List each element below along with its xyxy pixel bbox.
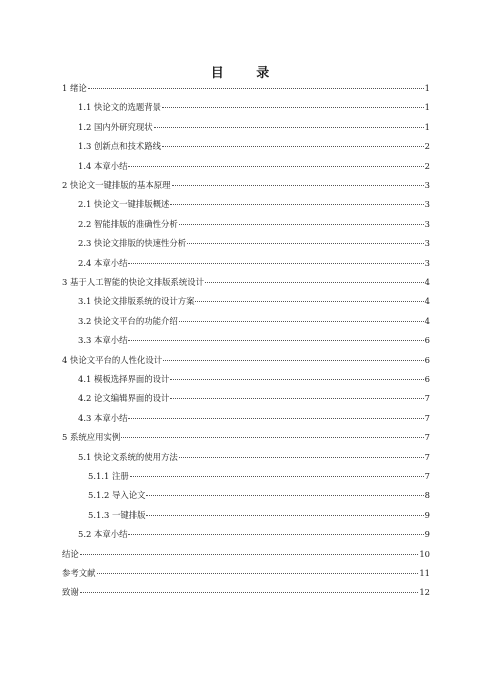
dot-leader bbox=[179, 321, 424, 322]
toc-entry[interactable] bbox=[62, 587, 430, 597]
toc-entry[interactable] bbox=[62, 219, 430, 229]
toc-entry-label: 5 系统应用实例 bbox=[62, 432, 121, 443]
toc-entry[interactable] bbox=[62, 102, 430, 112]
toc-entry-page: 1 bbox=[424, 121, 430, 132]
dot-leader bbox=[154, 127, 424, 128]
toc-entry-label: 2.3 快论文排版的快速性分析 bbox=[78, 238, 187, 249]
toc-entry-label: 3.2 快论文平台的功能介绍 bbox=[78, 315, 178, 326]
toc-entry-page: 9 bbox=[424, 509, 430, 520]
toc-entry-label: 5.1 快论文系统的使用方法 bbox=[78, 451, 178, 462]
dot-leader bbox=[121, 437, 423, 438]
toc-entry-page: 2 bbox=[424, 160, 430, 171]
dot-leader bbox=[187, 243, 424, 244]
toc-entry-label: 3 基于人工智能的快论文排版系统设计 bbox=[62, 277, 204, 287]
toc-entry-label: 致谢 bbox=[62, 587, 79, 598]
toc-entry[interactable] bbox=[62, 141, 430, 151]
toc-entry-page: 7 bbox=[424, 471, 430, 481]
toc-entry-label: 1.1 快论文的选题背景 bbox=[78, 102, 161, 113]
dot-leader bbox=[130, 476, 424, 477]
toc-entry[interactable] bbox=[62, 180, 430, 190]
toc-entry[interactable] bbox=[62, 238, 430, 248]
toc-entry-page: 12 bbox=[419, 587, 430, 598]
dot-leader bbox=[80, 554, 419, 555]
toc-entry-page: 7 bbox=[424, 412, 430, 423]
toc-entry[interactable] bbox=[62, 258, 430, 268]
toc-entry-label: 2.4 本章小结 bbox=[78, 257, 128, 268]
dot-leader bbox=[205, 282, 424, 283]
dot-leader bbox=[170, 398, 423, 399]
toc-entry-page: 7 bbox=[424, 393, 430, 404]
toc-entry[interactable] bbox=[62, 568, 430, 578]
toc-entry-label: 5.1.1 注册 bbox=[88, 471, 129, 481]
dot-leader bbox=[88, 88, 424, 89]
toc-entry-label: 1.4 本章小结 bbox=[78, 160, 128, 171]
toc-entry-label: 2.1 快论文一键排版概述 bbox=[78, 199, 170, 210]
toc-entry-page: 8 bbox=[424, 490, 430, 501]
toc-entry-page: 3 bbox=[424, 218, 430, 229]
toc-entry[interactable] bbox=[62, 413, 430, 423]
toc-entry-label: 结论 bbox=[62, 548, 79, 559]
dot-leader bbox=[163, 360, 424, 361]
toc-entry[interactable] bbox=[62, 316, 430, 326]
dot-leader bbox=[179, 224, 424, 225]
toc-entry-label: 4.1 模板选择界面的设计 bbox=[78, 374, 170, 384]
toc-entry[interactable] bbox=[62, 471, 430, 481]
dot-leader bbox=[128, 263, 423, 264]
dot-leader bbox=[128, 340, 423, 341]
toc-entry-label: 4.2 论文编辑界面的设计 bbox=[78, 393, 170, 404]
toc-entry[interactable] bbox=[62, 490, 430, 500]
toc-entry-label: 5.2 本章小结 bbox=[78, 529, 128, 540]
toc-entry-page: 6 bbox=[424, 335, 430, 346]
toc-entry-label: 1.3 创新点和技术路线 bbox=[78, 141, 161, 152]
toc-entry-page: 4 bbox=[424, 277, 430, 287]
toc-entry-label: 4.3 本章小结 bbox=[78, 412, 128, 423]
toc-entry-label: 3.1 快论文排版系统的设计方案 bbox=[78, 296, 195, 307]
toc-entry-page: 2 bbox=[424, 141, 430, 152]
dot-leader bbox=[97, 573, 419, 574]
toc-entry-page: 1 bbox=[424, 102, 430, 113]
dot-leader bbox=[179, 457, 424, 458]
toc-entry[interactable] bbox=[62, 277, 430, 287]
toc-entry-label: 5.1.2 导入论文 bbox=[88, 490, 146, 501]
toc-entry[interactable] bbox=[62, 529, 430, 539]
toc-entry[interactable] bbox=[62, 83, 430, 93]
toc-entry[interactable] bbox=[62, 355, 430, 365]
toc-entry-label: 1.2 国内外研究现状 bbox=[78, 121, 153, 132]
dot-leader bbox=[195, 301, 423, 302]
dot-leader bbox=[170, 379, 423, 380]
toc-entry-page: 3 bbox=[424, 180, 430, 190]
toc-entry-page: 3 bbox=[424, 238, 430, 249]
toc-entry-page: 11 bbox=[419, 568, 430, 578]
toc-entry-page: 6 bbox=[424, 374, 430, 384]
toc-entry[interactable] bbox=[62, 374, 430, 384]
toc-entry-label: 3.3 本章小结 bbox=[78, 335, 128, 346]
toc-entry-page: 10 bbox=[419, 548, 430, 559]
toc-entry-page: 1 bbox=[424, 83, 430, 93]
toc-entry-page: 3 bbox=[424, 199, 430, 210]
toc-title: 目 录 bbox=[210, 66, 284, 81]
dot-leader bbox=[128, 534, 423, 535]
dot-leader bbox=[170, 204, 423, 205]
toc-entry[interactable] bbox=[62, 549, 430, 559]
toc-entry[interactable] bbox=[62, 393, 430, 403]
toc-entry[interactable] bbox=[62, 199, 430, 209]
dot-leader bbox=[172, 185, 424, 186]
toc-entry-page: 4 bbox=[424, 296, 430, 307]
dot-leader bbox=[128, 166, 423, 167]
dot-leader bbox=[128, 418, 423, 419]
dot-leader bbox=[146, 495, 423, 496]
dot-leader bbox=[146, 515, 423, 516]
dot-leader bbox=[162, 146, 424, 147]
toc-entry-page: 4 bbox=[424, 315, 430, 326]
toc-entry-label: 2 快论文一键排版的基本原理 bbox=[62, 180, 171, 190]
toc-entry-page: 7 bbox=[424, 451, 430, 462]
toc-entry[interactable] bbox=[62, 161, 430, 171]
toc-entry-label: 1 绪论 bbox=[62, 83, 87, 93]
toc-entry[interactable] bbox=[62, 296, 430, 306]
dot-leader bbox=[162, 107, 424, 108]
toc-entry-label: 5.1.3 一键排版 bbox=[88, 509, 146, 520]
toc-entry-page: 6 bbox=[424, 354, 430, 365]
toc-entry-page: 3 bbox=[424, 257, 430, 268]
toc-entry[interactable] bbox=[62, 122, 430, 132]
toc-entry[interactable] bbox=[62, 335, 430, 345]
toc-entry[interactable] bbox=[62, 432, 430, 442]
toc-entry-page: 9 bbox=[424, 529, 430, 540]
toc-entry[interactable] bbox=[62, 452, 430, 462]
toc-entry-label: 4 快论文平台的人性化设计 bbox=[62, 354, 163, 365]
toc-entry[interactable] bbox=[62, 510, 430, 520]
toc-entry-label: 参考文献 bbox=[62, 568, 96, 578]
toc-entry-label: 2.2 智能排版的准确性分析 bbox=[78, 218, 178, 229]
dot-leader bbox=[80, 592, 419, 593]
toc-entry-page: 7 bbox=[424, 432, 430, 443]
